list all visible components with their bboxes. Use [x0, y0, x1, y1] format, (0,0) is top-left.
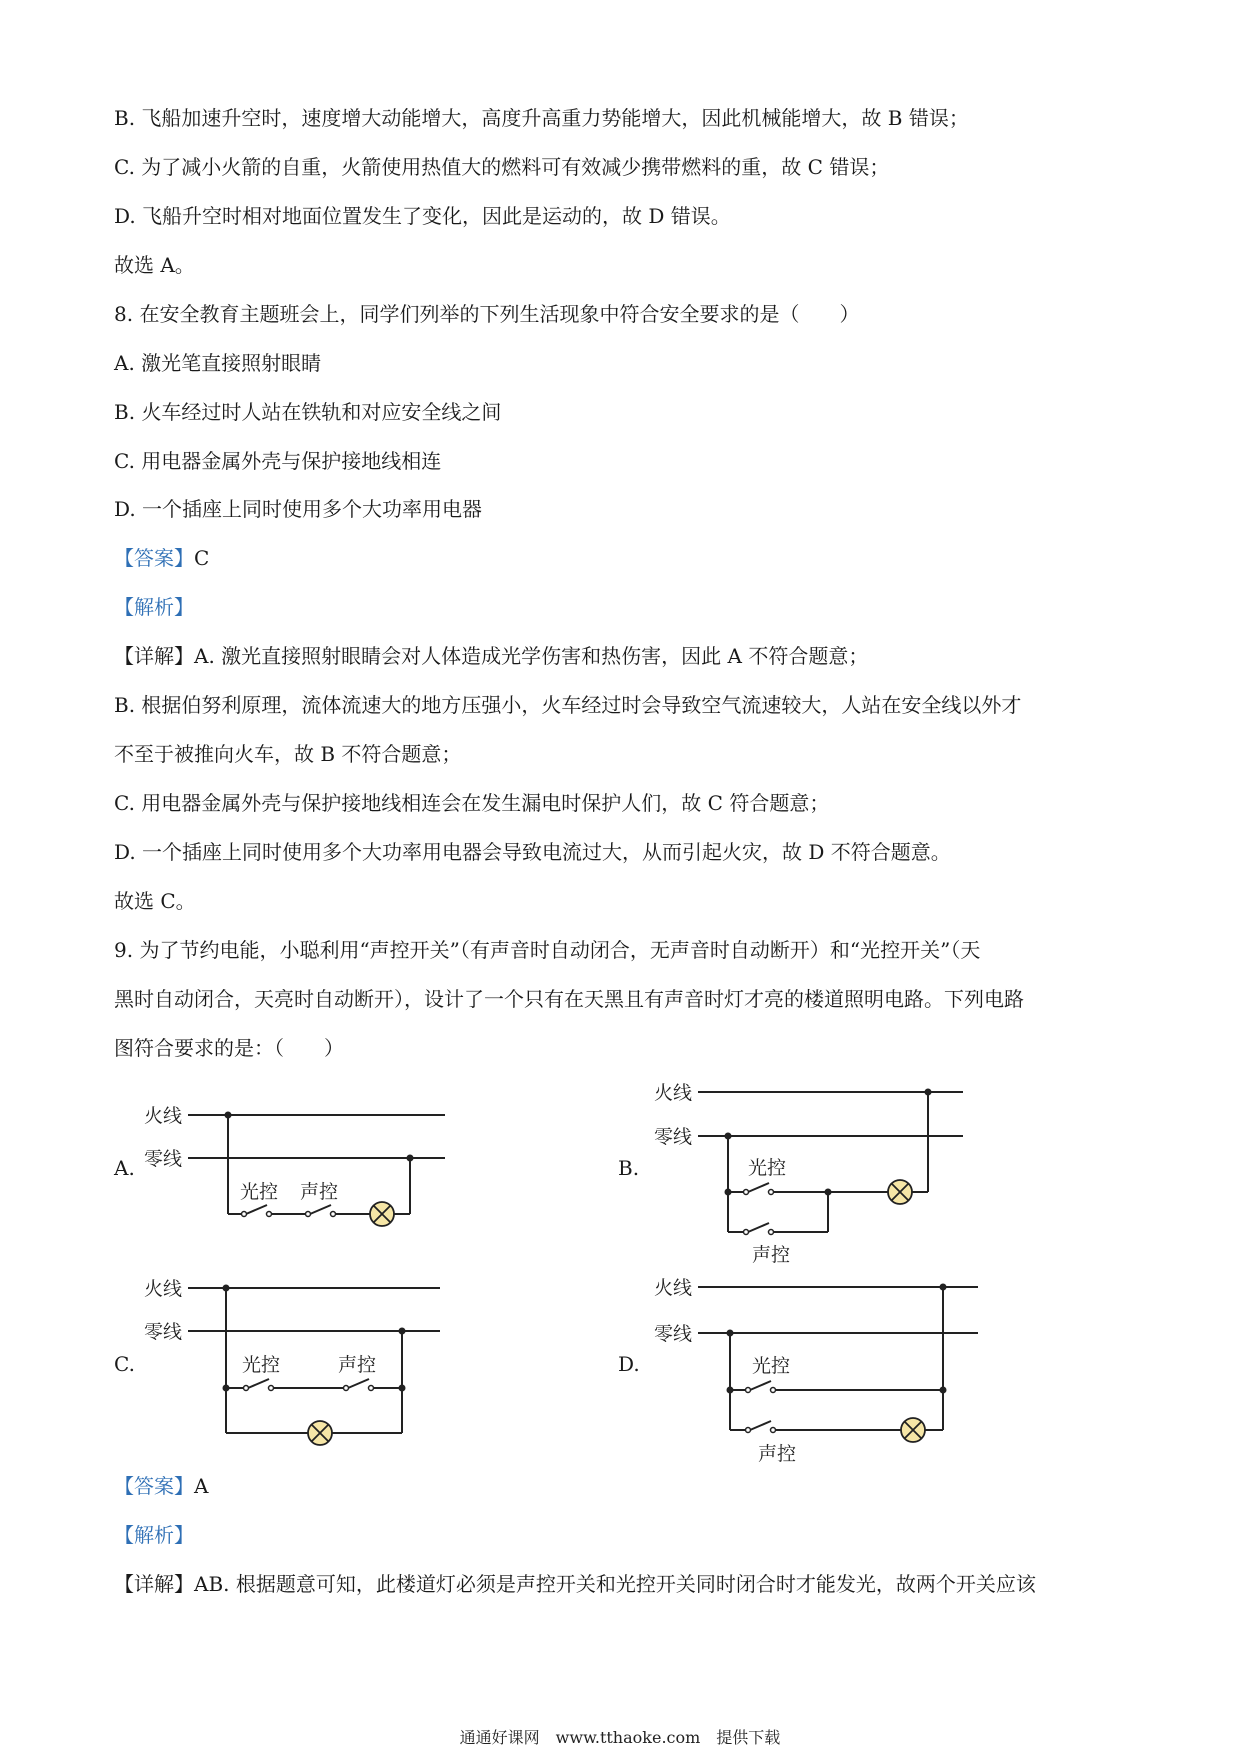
question-8-detail-5: D. 一个插座上同时使用多个大功率用电器会导致电流过大，从而引起火灾，故 D 不符合题意。 — [114, 840, 951, 864]
text-line: B. 飞船加速升空时，速度增大动能增大，高度升高重力势能增大，因此机械能增大，故 B 错误； — [114, 106, 969, 130]
neutral-wire-label: 零线 — [144, 1148, 183, 1170]
text-line: D. 飞船升空时相对地面位置发生了变化，因此是运动的，故 D 错误。 — [114, 204, 731, 228]
neutral-wire-label: 零线 — [654, 1323, 693, 1345]
question-8-detail-3: 不至于被推向火车，故 B 不符合题意； — [114, 742, 462, 766]
light-switch-label: 光控 — [242, 1354, 281, 1376]
question-8-answer — [114, 544, 209, 572]
text-line: 故选 A。 — [114, 253, 195, 277]
bulb-icon — [370, 1202, 394, 1226]
option-a-label: A. — [114, 1156, 135, 1180]
answer-tag: 【答案】 — [114, 1474, 194, 1498]
answer-value: C — [194, 546, 210, 570]
question-8-stem: 8. 在安全教育主题班会上，同学们列举的下列生活现象中符合安全要求的是（ ） — [114, 302, 860, 326]
analysis-tag: 【解析】 — [114, 595, 194, 619]
live-wire-label: 火线 — [144, 1105, 183, 1127]
question-9-stem-3: 图符合要求的是：（ ） — [114, 1036, 344, 1060]
detail-text: AB. 根据题意可知，此楼道灯必须是声控开关和光控开关同时闭合时才能发光，故两个开关应该 — [194, 1572, 1036, 1596]
question-8-option-d: D. 一个插座上同时使用多个大功率用电器 — [114, 497, 483, 521]
sound-switch-label: 声控 — [338, 1354, 377, 1376]
circuit-diagram-a — [140, 1090, 460, 1240]
circuit-diagram-c — [140, 1268, 460, 1458]
question-9-analysis — [114, 1521, 194, 1549]
light-switch-label: 光控 — [748, 1157, 787, 1179]
answer-tag: 【答案】 — [114, 546, 194, 570]
question-8-detail-2: B. 根据伯努利原理，流体流速大的地方压强小，火车经过时会导致空气流速较大，人站在安全线以外才 — [114, 693, 1022, 717]
bulb-icon — [888, 1180, 912, 1204]
question-8-analysis — [114, 593, 194, 621]
question-8-detail-4: C. 用电器金属外壳与保护接地线相连会在发生漏电时保护人们，故 C 符合题意； — [114, 791, 830, 815]
question-8-option-c: C. 用电器金属外壳与保护接地线相连 — [114, 449, 442, 473]
light-switch-label: 光控 — [240, 1181, 279, 1203]
neutral-wire-label: 零线 — [654, 1126, 693, 1148]
live-wire-label: 火线 — [144, 1278, 183, 1300]
detail-tag: 【详解】 — [114, 644, 194, 668]
page-footer: 通通好课网 www.tthaoke.com 提供下载 — [459, 1728, 781, 1747]
text-line: C. 为了减小火箭的自重，火箭使用热值大的燃料可有效减少携带燃料的重，故 C 错误； — [114, 155, 890, 179]
sound-switch-label: 声控 — [752, 1244, 791, 1266]
question-9-stem-2: 黑时自动闭合，天亮时自动断开），设计了一个只有在天黑且有声音时灯才亮的楼道照明电路。下列电路 — [114, 987, 1024, 1011]
light-switch-label: 光控 — [752, 1355, 791, 1377]
detail-tag: 【详解】 — [114, 1572, 194, 1596]
question-8-option-b: B. 火车经过时人站在铁轨和对应安全线之间 — [114, 400, 502, 424]
sound-switch-label: 声控 — [758, 1443, 797, 1465]
circuit-diagram-d — [648, 1260, 988, 1470]
detail-text: A. 激光直接照射眼睛会对人体造成光学伤害和热伤害，因此 A 不符合题意； — [194, 644, 869, 668]
question-8-detail-1 — [114, 642, 868, 670]
analysis-tag: 【解析】 — [114, 1523, 194, 1547]
live-wire-label: 火线 — [654, 1277, 693, 1299]
question-9-detail — [114, 1570, 1036, 1598]
bulb-icon — [308, 1421, 332, 1445]
option-b-label: B. — [618, 1156, 640, 1180]
live-wire-label: 火线 — [654, 1082, 693, 1104]
bulb-icon — [901, 1418, 925, 1442]
sound-switch-label: 声控 — [300, 1181, 339, 1203]
question-8-option-a: A. 激光笔直接照射眼睛 — [114, 351, 322, 375]
answer-value: A — [194, 1474, 209, 1498]
question-9-answer — [114, 1472, 208, 1500]
question-8-conclusion: 故选 C。 — [114, 889, 196, 913]
option-c-label: C. — [114, 1352, 135, 1376]
neutral-wire-label: 零线 — [144, 1321, 183, 1343]
option-d-label: D. — [618, 1352, 640, 1376]
circuit-diagram-b — [648, 1064, 978, 1274]
question-9-stem-1: 9. 为了节约电能，小聪利用“声控开关”（有声音时自动闭合，无声音时自动断开）和“光控开关”（天 — [114, 938, 981, 962]
